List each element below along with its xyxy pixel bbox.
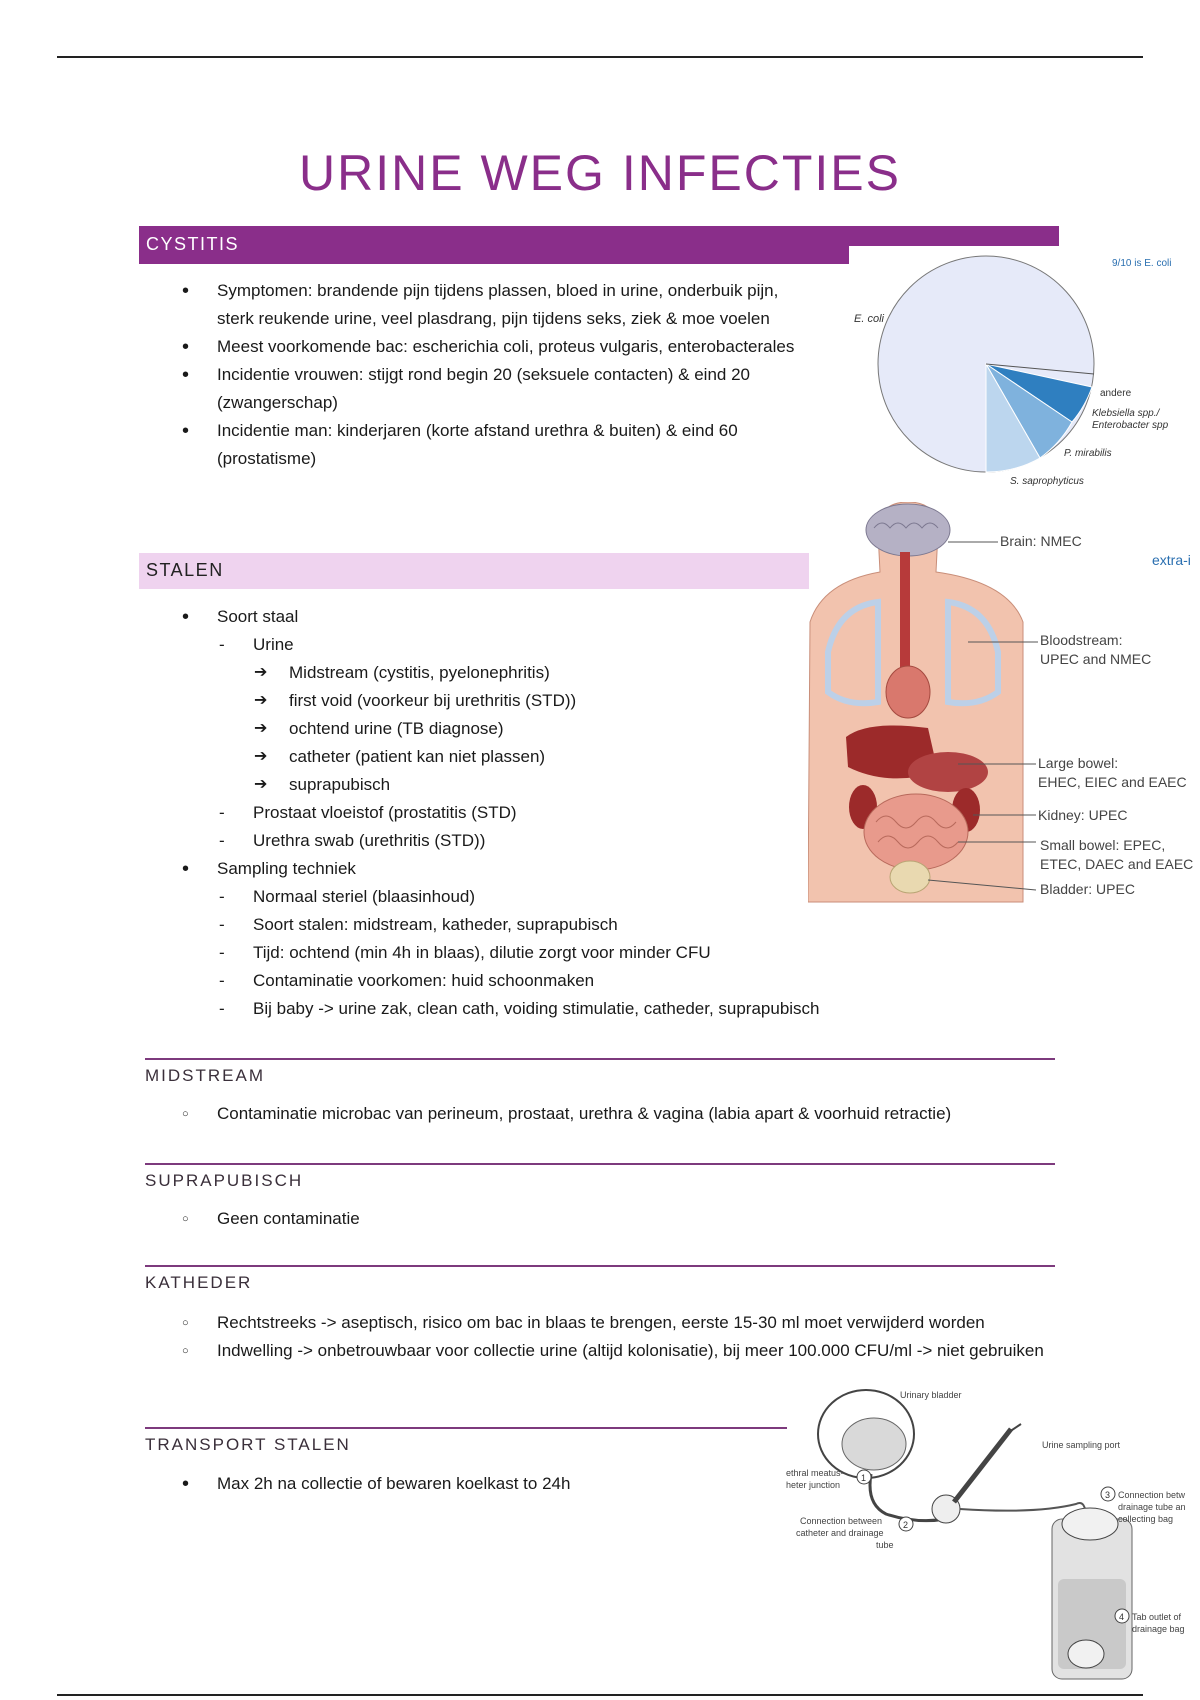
- label-large-bowel-sub: EHEC, EIEC and EAEC: [1038, 774, 1187, 790]
- label-connection-2: catheter and drainage: [796, 1528, 884, 1538]
- catheter-illustration-svg: [786, 1384, 1200, 1684]
- katheder-divider: [145, 1265, 1055, 1267]
- list-item: ➔ first void (voorkeur bij urethritis (STD)): [139, 687, 1139, 715]
- list-item: • Meest voorkomende bac: escherichia coli, proteus vulgaris, enterobacterales: [139, 333, 819, 361]
- label-extra: extra-i: [1152, 552, 1191, 568]
- callout-number: 1: [861, 1473, 867, 1483]
- label-small-bowel-sub: ETEC, DAEC and EAEC: [1040, 856, 1194, 872]
- midstream-list: [139, 1100, 1139, 1128]
- label-connection-1: Connection between: [800, 1516, 883, 1526]
- midstream-divider: [145, 1058, 1055, 1060]
- list-item: ○ Indwelling -> onbetrouwbaar voor collectie urine (altijd kolonisatie), bij meer 100.000 CFU/ml -> niet gebruiken: [139, 1337, 1059, 1365]
- list-item: • Symptomen: brandende pijn tijdens plassen, bloed in urine, onderbuik pijn, sterk reukende urine, veel plasdrang, pijn tijdens seks, ziek & moe voelen: [139, 277, 819, 333]
- list-item: - Soort stalen: midstream, katheder, suprapubisch: [139, 911, 1139, 939]
- transport-divider: [145, 1427, 787, 1429]
- callout-number: 2: [903, 1520, 909, 1530]
- pie-label-ecoli: E. coli: [854, 313, 884, 325]
- label-bag-connection-2: drainage tube an: [1118, 1502, 1186, 1512]
- section-heading-stalen: STALEN: [146, 560, 224, 580]
- callout-number: 3: [1105, 1490, 1111, 1500]
- list-item: • Soort staal: [139, 603, 1139, 631]
- pie-label-andere: andere: [1100, 388, 1132, 399]
- list-item: ➔ catheter (patient kan niet plassen): [139, 743, 1139, 771]
- pathogen-pie-figure: [850, 252, 1180, 490]
- label-bag-connection-3: collecting bag: [1118, 1514, 1174, 1524]
- list-item: - Bij baby -> urine zak, clean cath, voiding stimulatie, catheder, suprapubisch: [139, 995, 1139, 1023]
- list-item: - Prostaat vloeistof (prostatitis (STD): [139, 799, 1139, 827]
- label-sampling-port: Urine sampling port: [1042, 1440, 1121, 1450]
- list-item: - Urine: [139, 631, 1139, 659]
- label-kidney: Kidney: UPEC: [1038, 807, 1128, 823]
- list-item: ○ Contaminatie microbac van perineum, prostaat, urethra & vagina (labia apart & voorhuid retractie): [139, 1100, 1139, 1128]
- label-urinary-bladder: Urinary bladder: [900, 1390, 962, 1400]
- bottom-rule: [57, 1694, 1143, 1696]
- list-item: - Contaminatie voorkomen: huid schoonmaken: [139, 967, 1139, 995]
- pie-note: 9/10 is E. coli: [1112, 258, 1172, 269]
- list-item: ➔ ochtend urine (TB diagnose): [139, 715, 1139, 743]
- label-bag-connection-1: Connection betw: [1118, 1490, 1186, 1500]
- label-tab-outlet-2: drainage bag: [1132, 1624, 1185, 1634]
- suprapubisch-divider: [145, 1163, 1055, 1165]
- list-item: • Sampling techniek: [139, 855, 1139, 883]
- list-item: - Tijd: ochtend (min 4h in blaas), dilutie zorgt voor minder CFU: [139, 939, 1139, 967]
- transport-list: [139, 1470, 779, 1498]
- list-item: • Max 2h na collectie of bewaren koelkast to 24h: [139, 1470, 779, 1498]
- page-title: URINE WEG INFECTIES: [299, 145, 901, 201]
- label-small-bowel: Small bowel: EPEC,: [1040, 837, 1166, 853]
- cystitis-header-bar: [139, 226, 1059, 246]
- label-brain: Brain: NMEC: [1000, 533, 1082, 549]
- label-meatus-2: heter junction: [786, 1480, 841, 1490]
- pie-label-enterobacter: Enterobacter spp: [1092, 420, 1169, 431]
- section-heading-transport: TRANSPORT STALEN: [145, 1435, 351, 1454]
- pie-chart-svg: [850, 252, 1180, 490]
- list-item: • Incidentie vrouwen: stijgt rond begin 20 (seksuele contacten) & eind 20 (zwangerschap): [139, 361, 819, 417]
- body-infection-sites-figure: [808, 502, 1200, 904]
- label-meatus-1: ethral meatus-: [786, 1468, 844, 1478]
- cystitis-list: [139, 277, 819, 473]
- list-item: ○ Rechtstreeks -> aseptisch, risico om bac in blaas te brengen, eerste 15-30 ml moet verwijderd worden: [139, 1309, 1059, 1337]
- list-item: ➔ Midstream (cystitis, pyelonephritis): [139, 659, 1139, 687]
- catheter-drainage-figure: [786, 1384, 1200, 1684]
- callout-number: 4: [1119, 1612, 1125, 1622]
- suprapubisch-list: [139, 1205, 1139, 1233]
- list-item: ○ Geen contaminatie: [139, 1205, 1139, 1233]
- list-item: • Incidentie man: kinderjaren (korte afstand urethra & buiten) & eind 60 (prostatisme): [139, 417, 819, 473]
- katheder-list: [139, 1309, 1059, 1365]
- section-heading-midstream: MIDSTREAM: [145, 1066, 265, 1085]
- label-bladder: Bladder: UPEC: [1040, 881, 1135, 897]
- list-item: - Normaal steriel (blaasinhoud): [139, 883, 1139, 911]
- label-connection-3: tube: [876, 1540, 894, 1550]
- section-heading-cystitis: CYSTITIS: [146, 234, 240, 254]
- list-item: ➔ suprapubisch: [139, 771, 1139, 799]
- top-rule: [57, 56, 1143, 58]
- pie-label-klebsiella: Klebsiella spp./: [1092, 408, 1160, 419]
- section-heading-suprapubisch: SUPRAPUBISCH: [145, 1171, 304, 1190]
- label-bloodstream-sub: UPEC and NMEC: [1040, 651, 1152, 667]
- list-item: - Urethra swab (urethritis (STD)): [139, 827, 1139, 855]
- pie-label-mirabilis: P. mirabilis: [1064, 448, 1112, 459]
- label-tab-outlet-1: Tab outlet of: [1132, 1612, 1182, 1622]
- body-illustration-svg: [808, 502, 1200, 904]
- stalen-header-bar: [139, 553, 809, 589]
- section-heading-katheder: KATHEDER: [145, 1273, 253, 1292]
- pie-label-saprophyticus: S. saprophyticus: [1010, 476, 1084, 487]
- cystitis-header-bar-lower: [139, 246, 849, 264]
- label-large-bowel: Large bowel:: [1038, 755, 1119, 771]
- label-bloodstream: Bloodstream:: [1040, 632, 1123, 648]
